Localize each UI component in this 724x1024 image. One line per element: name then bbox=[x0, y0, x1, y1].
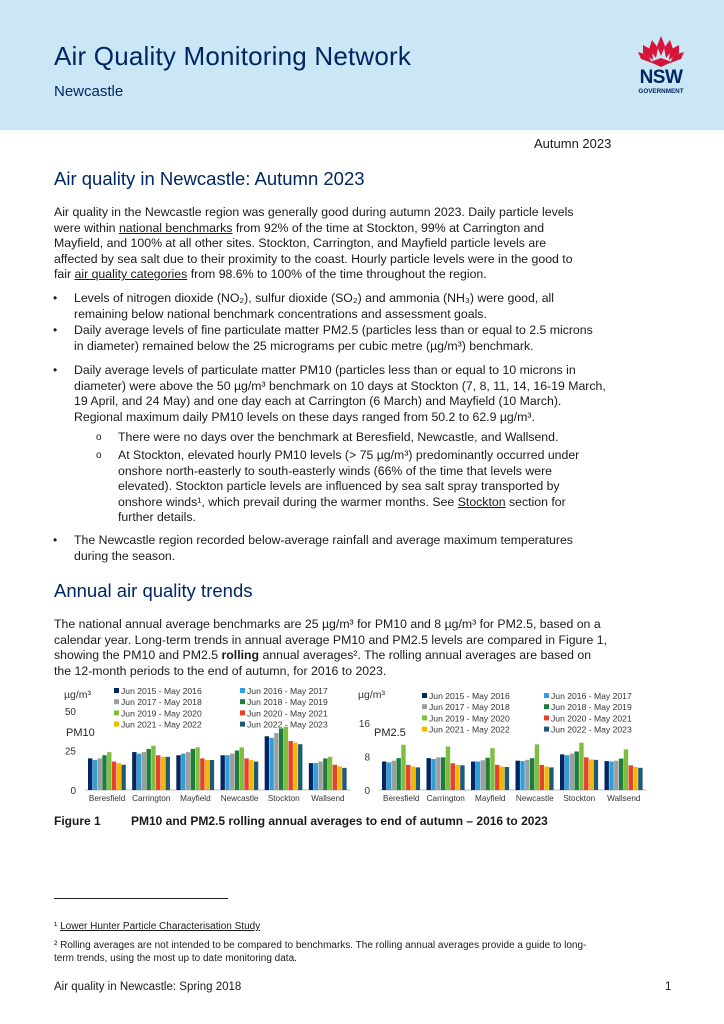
legend-swatch bbox=[422, 715, 427, 720]
text-segment: Levels of nitrogen dioxide (NO₂), sulfur dioxide (SO₂) and ammonia (NH₃) were good, all bbox=[74, 291, 554, 305]
footnote-text: ¹ bbox=[54, 921, 61, 932]
bullet-item bbox=[53, 323, 674, 354]
bar bbox=[387, 762, 391, 790]
text-segment: annual averages². The rolling annual averages are based on bbox=[259, 648, 592, 663]
x-tick-label: Newcastle bbox=[220, 794, 259, 803]
x-tick-label: Mayfield bbox=[475, 794, 506, 803]
bullet-line bbox=[74, 410, 674, 426]
logo-government-text: GOVERNMENT bbox=[638, 88, 684, 95]
x-tick-label: Wallsend bbox=[607, 794, 641, 803]
bar bbox=[176, 755, 180, 790]
bar bbox=[481, 760, 485, 790]
text-segment: calendar year. Long-term trends in annual average PM10 and PM2.5 levels are compared in Figure 1, bbox=[54, 632, 607, 647]
bullet-circle-icon: o bbox=[96, 432, 102, 443]
bar bbox=[570, 754, 574, 790]
bar bbox=[624, 749, 628, 790]
bar bbox=[549, 767, 553, 790]
bullet-line bbox=[118, 464, 658, 480]
text-segment: showing the PM10 and PM2.5 bbox=[54, 648, 222, 663]
bar bbox=[589, 759, 593, 790]
bar bbox=[274, 733, 278, 790]
legend-entry: Jun 2020 - May 2021 bbox=[247, 708, 328, 719]
bar bbox=[516, 761, 520, 790]
pm25-bar-chart bbox=[354, 684, 650, 808]
legend-entry: Jun 2015 - May 2016 bbox=[429, 691, 510, 701]
bar bbox=[471, 762, 475, 790]
page-subtitle: Newcastle bbox=[54, 83, 124, 100]
text-segment: the 12-month periods to the end of autumn, for 2016 to 2023. bbox=[54, 663, 387, 678]
bar bbox=[396, 758, 400, 790]
bar bbox=[500, 767, 504, 790]
legend-entry: Jun 2019 - May 2020 bbox=[121, 708, 202, 719]
text-line bbox=[54, 221, 672, 237]
bar bbox=[254, 762, 258, 790]
y-tick-label: 50 bbox=[64, 707, 76, 718]
bar bbox=[441, 757, 445, 790]
text-segment: affected by sea salt due to their proximity to the coast. Hourly particle levels were in the good to bbox=[54, 251, 573, 266]
legend-swatch bbox=[114, 688, 119, 693]
x-tick-label: Beresfield bbox=[88, 794, 126, 803]
bullet-line bbox=[118, 479, 658, 495]
legend-entry: Jun 2016 - May 2017 bbox=[551, 691, 632, 701]
bar bbox=[520, 761, 524, 790]
bar bbox=[427, 758, 431, 790]
text-segment: Daily average levels of particulate matter PM10 (particles less than or equal to 10 microns in bbox=[74, 363, 576, 377]
logo-nsw-text: NSW bbox=[639, 67, 683, 88]
figure-caption-text: PM10 and PM2.5 rolling annual averages to end of autumn – 2016 to 2023 bbox=[131, 814, 548, 828]
bar bbox=[476, 762, 480, 790]
bullet-line bbox=[74, 339, 674, 355]
bar bbox=[485, 758, 489, 790]
x-tick-label: Stockton bbox=[563, 794, 596, 803]
x-tick-label: Wallsend bbox=[311, 794, 345, 803]
bullet-line bbox=[74, 379, 674, 395]
legend-entry: Jun 2021 - May 2022 bbox=[121, 719, 202, 730]
bar bbox=[530, 758, 534, 790]
bullet-line bbox=[118, 495, 658, 511]
bar bbox=[269, 738, 273, 790]
bar bbox=[107, 752, 111, 790]
bar bbox=[446, 746, 450, 790]
bar bbox=[436, 757, 440, 790]
bar bbox=[328, 757, 332, 790]
bullet-line bbox=[74, 533, 674, 549]
bar bbox=[186, 752, 190, 790]
text-segment: from 98.6% to 100% of the time throughout the region. bbox=[187, 267, 487, 282]
bar bbox=[166, 757, 170, 790]
bar bbox=[416, 767, 420, 790]
bullet-line bbox=[118, 448, 658, 464]
text-segment: fair bbox=[54, 267, 75, 282]
nsw-government-logo bbox=[630, 34, 692, 104]
text-segment: onshore winds¹, which prevail during the warmer months. See bbox=[118, 494, 458, 509]
legend-swatch bbox=[240, 688, 245, 693]
bar bbox=[117, 763, 121, 790]
footnote-link[interactable]: Lower Hunter Particle Characterisation Study bbox=[60, 921, 261, 932]
bullet-line bbox=[74, 323, 674, 339]
legend-entry: Jun 2022 - May 2023 bbox=[551, 724, 632, 735]
bar bbox=[565, 755, 569, 790]
bar bbox=[594, 760, 598, 790]
text-segment: At Stockton, elevated hourly PM10 levels (> 75 µg/m³) predominantly occurred under bbox=[118, 448, 580, 462]
bar bbox=[619, 759, 623, 790]
bar bbox=[93, 760, 97, 790]
bar bbox=[495, 765, 499, 790]
sub-bullet-item bbox=[96, 430, 658, 446]
bar bbox=[574, 751, 578, 790]
legend-swatch bbox=[240, 710, 245, 715]
bar bbox=[337, 766, 341, 790]
bar bbox=[392, 761, 396, 790]
y-axis-unit-label: µg/m³ bbox=[358, 689, 386, 701]
bullet-item bbox=[53, 533, 674, 564]
figure-label: Figure 1 bbox=[54, 814, 101, 828]
bullet-line bbox=[118, 510, 658, 526]
bar bbox=[584, 757, 588, 790]
bar bbox=[490, 748, 494, 790]
legend-swatch bbox=[240, 699, 245, 704]
bar bbox=[265, 736, 269, 790]
bar bbox=[333, 765, 337, 790]
text-line bbox=[54, 267, 672, 283]
footer-title: Air quality in Newcastle: Spring 2018 bbox=[54, 981, 242, 993]
legend-entry: Jun 2019 - May 2020 bbox=[429, 713, 510, 724]
text-segment: There were no days over the benchmark at Beresfield, Newcastle, and Wallsend. bbox=[118, 430, 559, 444]
bar bbox=[200, 758, 204, 790]
bar bbox=[205, 760, 209, 790]
bar bbox=[451, 763, 455, 790]
bar bbox=[540, 765, 544, 790]
bullet-dot-icon: • bbox=[53, 533, 58, 547]
text-segment: Mayfield, and 100% at all other sites. Stockton, Carrington, and Mayfield particle levels are bbox=[54, 236, 547, 251]
text-line bbox=[54, 205, 672, 221]
legend-entry: Jun 2016 - May 2017 bbox=[247, 686, 328, 696]
waratah-icon bbox=[630, 34, 692, 68]
bar bbox=[279, 728, 283, 790]
footnote-line bbox=[54, 939, 674, 952]
legend-entry: Jun 2021 - May 2022 bbox=[429, 724, 510, 735]
bullet-circle-icon: o bbox=[96, 450, 102, 461]
bar bbox=[146, 749, 150, 790]
bar bbox=[382, 762, 386, 790]
bar bbox=[210, 760, 214, 790]
x-tick-label: Stockton bbox=[267, 794, 300, 803]
legend-entry: Jun 2017 - May 2018 bbox=[121, 697, 202, 708]
bar bbox=[289, 741, 293, 790]
bullet-item bbox=[53, 291, 674, 322]
legend-swatch bbox=[544, 715, 549, 720]
bar bbox=[525, 760, 529, 790]
bar bbox=[318, 762, 322, 790]
bullet-line bbox=[74, 394, 674, 410]
bar bbox=[156, 755, 160, 790]
bar bbox=[151, 746, 155, 790]
y-tick-label: 0 bbox=[70, 786, 76, 797]
bar bbox=[323, 758, 327, 790]
pm10-bar-chart bbox=[56, 684, 352, 808]
bar bbox=[98, 758, 102, 790]
bar bbox=[309, 763, 313, 790]
bar bbox=[240, 747, 244, 790]
y-axis-unit-label: µg/m³ bbox=[64, 689, 92, 701]
bar bbox=[342, 768, 346, 790]
page-title: Air Quality Monitoring Network bbox=[54, 41, 412, 71]
bar bbox=[191, 749, 195, 790]
legend-entry: Jun 2015 - May 2016 bbox=[121, 686, 202, 696]
footnote-line bbox=[54, 920, 674, 933]
footnote-text: term trends, using the most up to date monitoring data. bbox=[54, 953, 297, 964]
bar bbox=[605, 761, 609, 790]
text-segment: in diameter) remained below the 25 micrograms per cubic metre (µg/m³) benchmark. bbox=[74, 338, 534, 353]
link[interactable]: air quality categories bbox=[74, 267, 188, 282]
text-segment: diameter) were above the 50 µg/m³ benchmark on 10 days at Stockton (7, 8, 11, 14, 16-19 March, bbox=[74, 378, 606, 393]
footnote-text: ² Rolling averages are not intended to be compared to benchmarks. The rolling annual averages provide a guide to long- bbox=[54, 940, 587, 951]
chart-title: PM10 bbox=[66, 727, 95, 739]
bar bbox=[225, 755, 229, 790]
bullet-line bbox=[74, 291, 674, 307]
text-segment: further details. bbox=[118, 510, 196, 525]
legend-swatch bbox=[114, 699, 119, 704]
legend-entry: Jun 2018 - May 2019 bbox=[247, 697, 328, 708]
x-tick-label: Carrington bbox=[426, 794, 465, 803]
bar bbox=[88, 758, 92, 790]
text-line bbox=[54, 633, 672, 649]
legend-entry: Jun 2022 - May 2023 bbox=[247, 719, 328, 730]
intro-paragraph bbox=[54, 205, 672, 283]
x-tick-label: Beresfield bbox=[383, 794, 420, 803]
legend-swatch bbox=[240, 722, 245, 727]
text-segment: remaining below national benchmark concentrations and assessment goals. bbox=[74, 306, 487, 321]
text-segment: Daily average levels of fine particulate matter PM2.5 (particles less than or equal to 2.5 microns bbox=[74, 323, 593, 337]
y-tick-label: 25 bbox=[64, 746, 76, 758]
x-tick-label: Newcastle bbox=[515, 794, 554, 803]
bar bbox=[221, 755, 225, 790]
bar bbox=[121, 765, 125, 790]
x-tick-label: Carrington bbox=[132, 794, 171, 803]
bar bbox=[505, 767, 509, 790]
text-segment: were within bbox=[54, 220, 119, 235]
bar bbox=[102, 755, 106, 790]
section-heading-air-quality: Air quality in Newcastle: Autumn 2023 bbox=[54, 168, 365, 189]
season-label: Autumn 2023 bbox=[534, 136, 612, 151]
link[interactable]: national benchmarks bbox=[118, 220, 233, 235]
bullet-line bbox=[74, 549, 674, 565]
legend-swatch bbox=[422, 704, 427, 709]
bar bbox=[132, 752, 136, 790]
legend-entry: Jun 2017 - May 2018 bbox=[429, 702, 510, 713]
text-segment: elevated). Stockton particle levels are influenced by sea salt spray transported by bbox=[118, 479, 560, 494]
bullet-dot-icon: • bbox=[53, 291, 58, 305]
bar bbox=[579, 743, 583, 790]
chart-title: PM2.5 bbox=[374, 727, 406, 739]
bar bbox=[244, 758, 248, 790]
legend-swatch bbox=[114, 710, 119, 715]
legend-swatch bbox=[114, 722, 119, 727]
bullet-item bbox=[53, 363, 674, 425]
bar bbox=[235, 751, 239, 791]
bar bbox=[137, 754, 141, 790]
legend-swatch bbox=[544, 693, 549, 698]
bar bbox=[181, 754, 185, 790]
bar bbox=[293, 743, 297, 790]
bullet-line bbox=[74, 307, 674, 323]
legend-entry: Jun 2018 - May 2019 bbox=[551, 702, 632, 713]
bar bbox=[411, 767, 415, 790]
text-line bbox=[54, 617, 672, 633]
text-line bbox=[54, 664, 672, 680]
text-segment: during the season. bbox=[74, 548, 176, 563]
bullet-line bbox=[118, 430, 658, 446]
footnote-divider bbox=[54, 898, 228, 899]
bar bbox=[406, 765, 410, 790]
text-segment: section for bbox=[505, 494, 566, 509]
bar bbox=[161, 757, 165, 790]
page-number: 1 bbox=[665, 981, 672, 993]
bullet-dot-icon: • bbox=[53, 323, 58, 337]
bar bbox=[629, 765, 633, 790]
bar bbox=[544, 767, 548, 790]
text-segment: The national annual average benchmarks are 25 µg/m³ for PM10 and 8 µg/m³ for PM2.5, based on a bbox=[54, 617, 601, 631]
bar bbox=[195, 747, 199, 790]
text-segment: onshore north-easterly to south-easterly winds (66% of the time that levels were bbox=[118, 463, 553, 478]
bar bbox=[455, 765, 459, 790]
sub-bullet-item bbox=[96, 448, 658, 526]
legend-swatch bbox=[422, 693, 427, 698]
text-segment: Regional maximum daily PM10 levels on these days ranged from 50.2 to 62.9 µg/m³. bbox=[74, 409, 535, 424]
page-header bbox=[0, 0, 724, 130]
bar bbox=[142, 752, 146, 790]
bar bbox=[535, 744, 539, 790]
y-tick-label: 8 bbox=[364, 752, 370, 764]
text-segment: The Newcastle region recorded below-average rainfall and average maximum temperatures bbox=[74, 533, 573, 547]
bar bbox=[249, 760, 253, 790]
bullet-dot-icon: • bbox=[53, 363, 58, 377]
trends-paragraph bbox=[54, 617, 672, 679]
emphasis-text: rolling bbox=[221, 648, 260, 663]
text-segment: from 92% of the time at Stockton, 99% at Carrington and bbox=[232, 220, 545, 235]
y-tick-label: 0 bbox=[364, 786, 370, 797]
footnote-line bbox=[54, 952, 674, 965]
legend-swatch bbox=[544, 727, 549, 732]
text-segment: Air quality in the Newcastle region was generally good during autumn 2023. Daily particle levels bbox=[54, 205, 574, 219]
text-segment: 19 April, and 24 May) and one day each at Carrington (6 March) and Mayfield (10 March). bbox=[74, 394, 562, 409]
bar bbox=[614, 761, 618, 790]
bar bbox=[560, 754, 564, 790]
bullet-line bbox=[74, 363, 674, 379]
bar bbox=[284, 727, 288, 790]
bar bbox=[633, 767, 637, 790]
legend-entry: Jun 2020 - May 2021 bbox=[551, 713, 632, 724]
legend-swatch bbox=[422, 727, 427, 732]
x-tick-label: Mayfield bbox=[180, 794, 211, 803]
text-line bbox=[54, 236, 672, 252]
bar bbox=[431, 759, 435, 790]
bar bbox=[638, 768, 642, 790]
bar bbox=[298, 744, 302, 790]
y-tick-label: 16 bbox=[358, 719, 370, 730]
bar bbox=[112, 762, 116, 790]
bar bbox=[401, 745, 405, 790]
bar bbox=[314, 763, 318, 790]
text-line bbox=[54, 252, 672, 268]
bar bbox=[609, 762, 613, 790]
stockton-link[interactable]: Stockton bbox=[457, 494, 506, 509]
bar bbox=[230, 754, 234, 790]
bar bbox=[460, 765, 464, 790]
section-heading-annual-trends: Annual air quality trends bbox=[54, 580, 253, 601]
text-line bbox=[54, 648, 672, 664]
legend-swatch bbox=[544, 704, 549, 709]
